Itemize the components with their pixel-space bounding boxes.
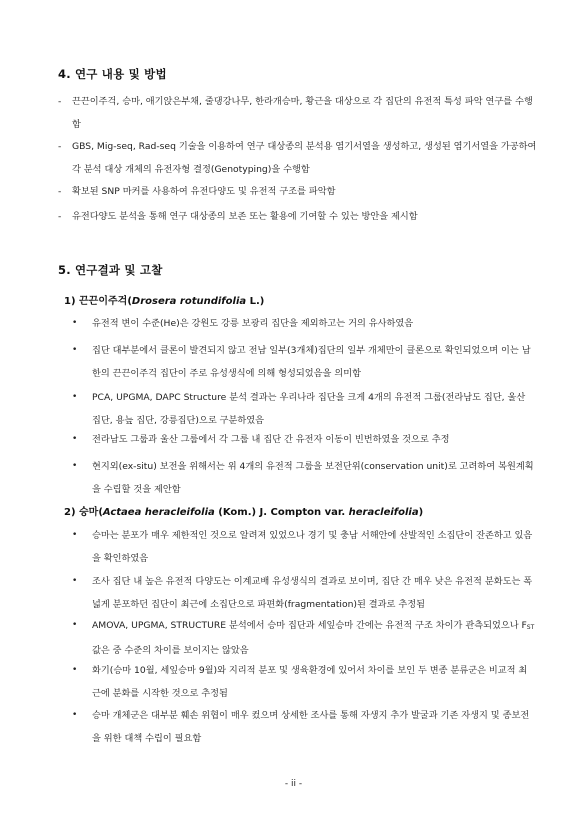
section-4-item-text: 끈끈이주걱, 승마, 애기앉은부채, 줄댕강나무, 한라개승마, 황근을 대상으로 각 집단의 유전적 특성 파악 연구를 수행함 — [72, 96, 533, 130]
bullet-marker: • — [72, 392, 78, 402]
section-4-item — [58, 90, 538, 136]
finding-text: 현지외(ex-situ) 보전을 위해서는 위 4개의 유전적 그룹을 보전단위(conservation unit)로 고려하여 복원계획을 수립할 것을 제안함 — [92, 461, 534, 495]
finding-text: AMOVA, UPGMA, STRUCTURE 분석에서 승마 집단과 세잎승마 간에는 유전적 구조 차이가 관측되었으나 $F_{ST}$값은 중 수준의 차이를 보이지는 않았음 — [92, 620, 535, 656]
finding-text: 승마는 분포가 매우 제한적인 것으로 알려져 있었으나 경기 및 충남 서해안에 산발적인 소집단이 잔존하고 있음을 확인하였음 — [92, 530, 533, 564]
finding-text: 집단 대부분에서 클론이 발견되지 않고 전남 일부(3개체)집단의 일부 개체만이 클론으로 확인되었으며 이는 남한의 끈끈이주걱 집단이 주로 유성생식에 의해 형성되었음을 의미함 — [92, 345, 531, 379]
finding-item — [72, 386, 535, 432]
dash-marker: - — [58, 186, 62, 197]
section-5-heading: 5. 연구결과 및 고찰 — [58, 263, 163, 277]
finding-text: 전라남도 그룹과 울산 그룹에서 각 그룹 내 집단 간 유전자 이동이 빈번하였을 것으로 추정 — [92, 434, 450, 445]
species-name: Drosera rotundifolia — [131, 296, 247, 307]
finding-text: PCA, UPGMA, DAPC Structure 분석 결과는 우리나라 집단을 크게 4개의 유전적 그룹(전라남도 집단, 울산 집단, 용늪 집단, 강릉집단)으로 구분하였음 — [92, 392, 526, 426]
finding-item — [72, 704, 535, 750]
bullet-marker: • — [72, 345, 78, 355]
variety-name: heracleifolia — [348, 507, 419, 518]
section-4-item — [58, 205, 538, 228]
subsection-actaea-heading: 2) 승마(Actaea heracleifolia (Kom.) J. Compton var. heracleifolia) — [64, 507, 424, 518]
bullet-marker: • — [72, 710, 78, 720]
finding-text: 화기(승마 10월, 세잎승마 9월)와 지리적 분포 및 생육환경에 있어서 차이를 보인 두 변종 분류군은 비교적 최근에 분화를 시작한 것으로 추정됨 — [92, 665, 528, 699]
section-4-item-text: 유전다양도 분석을 통해 연구 대상종의 보존 또는 활용에 기여할 수 있는 방안을 제시함 — [72, 211, 418, 222]
subsection-drosera-heading: 1) 끈끈이주걱(Drosera rotundifolia L.) — [64, 296, 265, 307]
species-name: Actaea heracleifolia — [102, 507, 215, 518]
section-4-item — [58, 135, 538, 181]
section-4-item-text: 확보된 SNP 마커를 사용하여 유전다양도 및 유전적 구조를 파악함 — [72, 186, 336, 197]
finding-item — [72, 524, 535, 570]
page-number: - ii - — [284, 779, 303, 789]
finding-text: 조사 집단 내 높은 유전적 다양도는 이계교배 유성생식의 결과로 보이며, 집단 간 매우 낮은 유전적 분화도는 폭넓게 분포하던 집단이 최근에 소집단으로 파편화(fragmentation)된 결과로 추정됨 — [92, 576, 533, 610]
finding-item — [72, 312, 535, 335]
section-4-item-text: GBS, Mig-seq, Rad-seq 기술을 이용하여 연구 대상종의 분석용 염기서열을 생성하고, 생성된 염기서열을 가공하여 각 분석 대상 개체의 유전자형 결정(Genotyping)을 수행함 — [72, 141, 537, 175]
finding-item — [72, 428, 535, 451]
finding-text: 유전적 변이 수준(He)은 강원도 강릉 보광리 집단을 제외하고는 거의 유사하였음 — [92, 318, 414, 329]
bullet-marker: • — [72, 461, 78, 471]
finding-item — [72, 570, 535, 616]
bullet-marker: • — [72, 434, 78, 444]
dash-marker: - — [58, 141, 62, 152]
finding-item — [72, 339, 535, 385]
bullet-marker: • — [72, 576, 78, 586]
section-4-heading: 4. 연구 내용 및 방법 — [58, 67, 167, 81]
bullet-marker: • — [72, 665, 78, 675]
finding-item — [72, 659, 535, 705]
finding-item — [72, 455, 535, 501]
finding-item — [72, 614, 535, 662]
section-4-item — [58, 180, 538, 203]
finding-text: 승마 개체군은 대부분 훼손 위협이 매우 컸으며 상세한 조사를 통해 자생지 추가 발굴과 기존 자생지 및 종보전을 위한 대책 수립이 필요함 — [92, 710, 530, 744]
bullet-marker: • — [72, 530, 78, 540]
bullet-marker: • — [72, 318, 78, 328]
dash-marker: - — [58, 211, 62, 222]
dash-marker: - — [58, 96, 62, 107]
bullet-marker: • — [72, 620, 78, 630]
